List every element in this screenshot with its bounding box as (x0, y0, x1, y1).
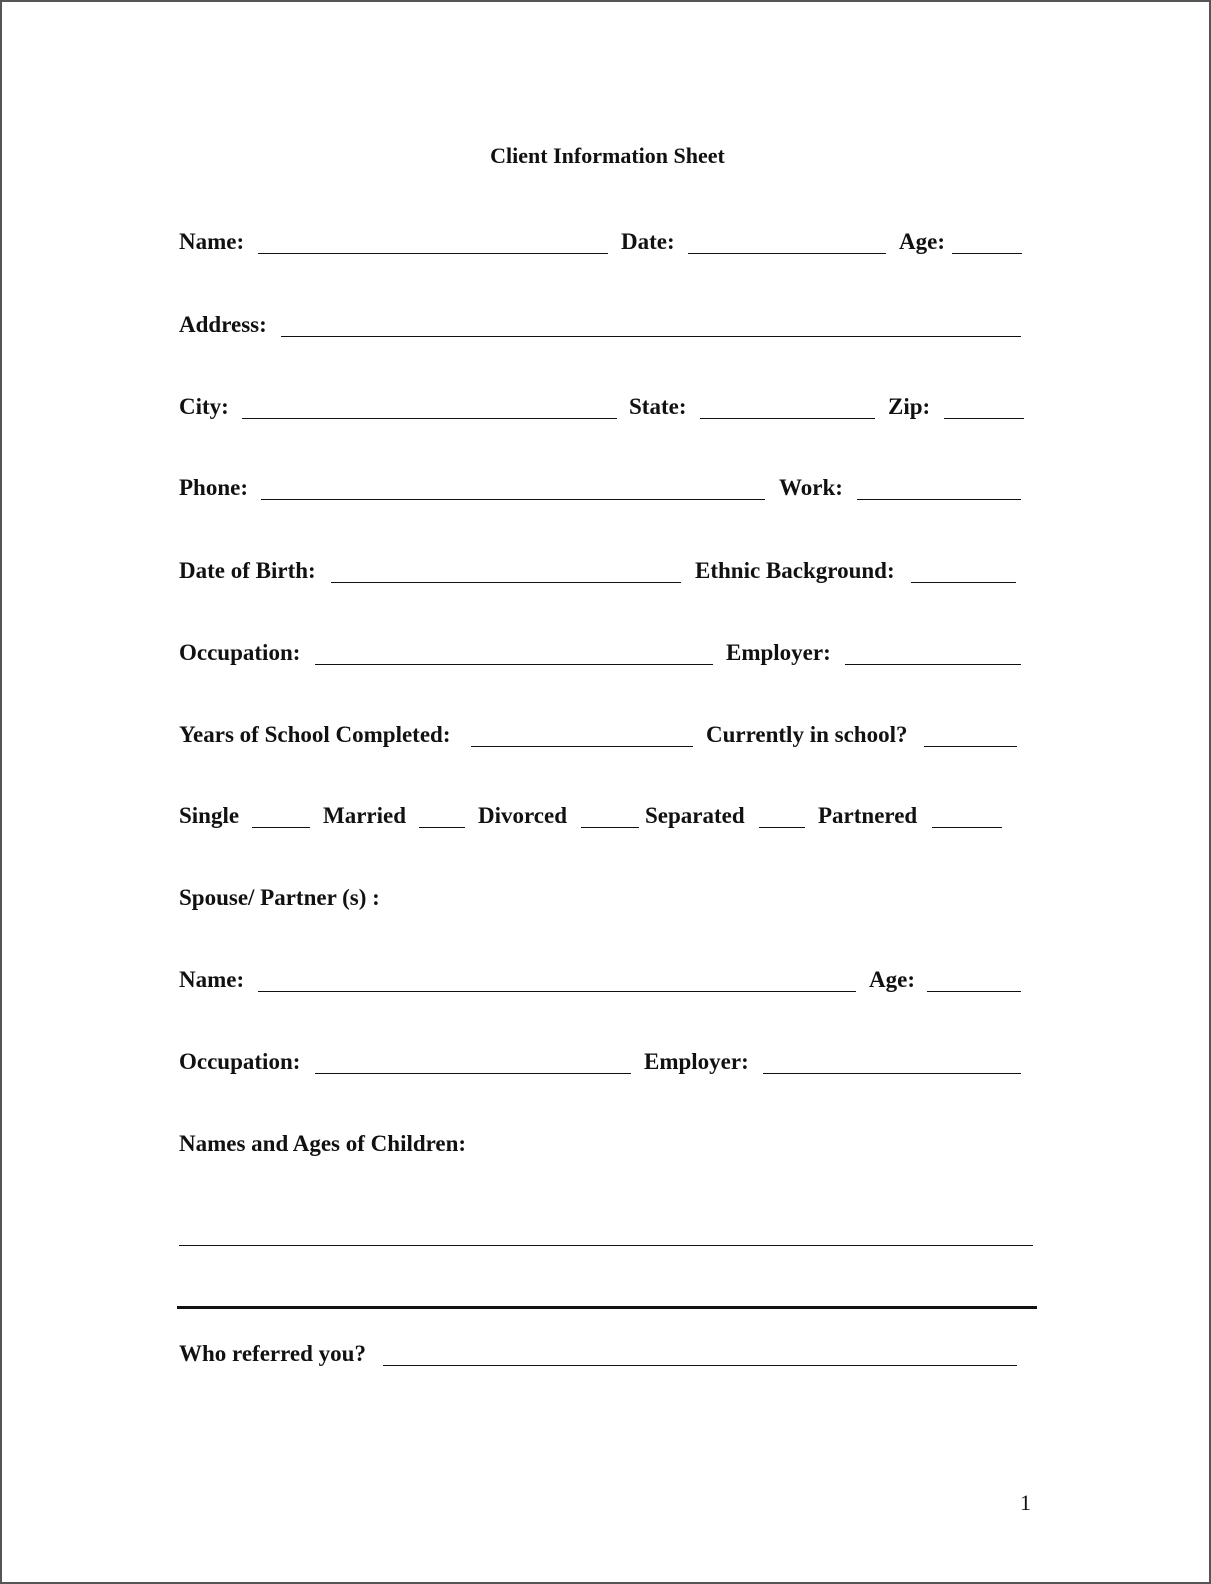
spouse-occupation-field[interactable] (315, 1073, 631, 1074)
spouse-employer-label: Employer: (644, 1049, 749, 1074)
occupation-field[interactable] (315, 664, 713, 665)
row-occupation-employer (179, 640, 1033, 670)
work-field[interactable] (857, 499, 1021, 500)
single-label: Single (179, 803, 240, 828)
city-label: City: (179, 394, 229, 419)
row-marital-status (179, 803, 1033, 833)
referral-label: Who referred you? (179, 1341, 366, 1366)
divorced-field[interactable] (581, 827, 639, 828)
spouse-occupation-label: Occupation: (179, 1049, 301, 1074)
divorced-label: Divorced (478, 803, 568, 828)
school-years-field[interactable] (471, 746, 693, 747)
state-label: State: (629, 394, 687, 419)
address-field[interactable] (281, 336, 1021, 337)
row-phone-work (179, 475, 1033, 505)
partnered-field[interactable] (932, 827, 1002, 828)
referral-field[interactable] (383, 1365, 1017, 1366)
row-dob-ethnic (179, 558, 1033, 588)
employer-field[interactable] (845, 664, 1021, 665)
phone-field[interactable] (261, 499, 765, 500)
spouse-employer-field[interactable] (763, 1073, 1021, 1074)
name-field[interactable] (258, 253, 608, 254)
row-address (179, 312, 1033, 342)
row-spouse-occupation-employer (179, 1049, 1033, 1079)
row-name-date-age (179, 229, 1033, 259)
row-city-state-zip (179, 394, 1033, 424)
spouse-partner-heading: Spouse/ Partner (s) : (179, 885, 380, 910)
currently-in-school-field[interactable] (924, 746, 1017, 747)
ethnic-background-label: Ethnic Background: (695, 558, 895, 583)
section-divider (177, 1306, 1037, 1309)
state-field[interactable] (700, 418, 875, 419)
page-number: 1 (1020, 1490, 1031, 1515)
partnered-label: Partnered (818, 803, 918, 828)
city-field[interactable] (242, 418, 617, 419)
children-field[interactable] (179, 1245, 1033, 1246)
spouse-age-label: Age: (869, 967, 915, 992)
zip-field[interactable] (944, 418, 1024, 419)
date-label: Date: (621, 229, 675, 254)
spouse-age-field[interactable] (927, 991, 1021, 992)
row-spouse-heading (179, 885, 1033, 915)
separated-field[interactable] (759, 827, 805, 828)
row-spouse-name-age (179, 967, 1033, 997)
date-field[interactable] (688, 253, 886, 254)
married-field[interactable] (419, 827, 465, 828)
employer-label: Employer: (726, 640, 831, 665)
row-referral (179, 1341, 1033, 1371)
ethnic-background-field[interactable] (911, 582, 1016, 583)
address-label: Address: (179, 312, 267, 337)
age-label: Age: (899, 229, 945, 254)
children-label: Names and Ages of Children: (179, 1131, 467, 1156)
married-label: Married (323, 803, 407, 828)
name-label: Name: (179, 229, 245, 254)
occupation-label: Occupation: (179, 640, 301, 665)
row-children (179, 1131, 1033, 1161)
spouse-name-field[interactable] (258, 991, 856, 992)
single-field[interactable] (252, 827, 310, 828)
row-school (179, 722, 1033, 752)
work-label: Work: (779, 475, 843, 500)
separated-label: Separated (645, 803, 745, 828)
zip-label: Zip: (888, 394, 931, 419)
phone-label: Phone: (179, 475, 248, 500)
dob-field[interactable] (331, 582, 681, 583)
dob-label: Date of Birth: (179, 558, 316, 583)
currently-in-school-label: Currently in school? (706, 722, 908, 747)
school-years-label: Years of School Completed: (179, 722, 451, 747)
page-title: Client Information Sheet (490, 143, 725, 168)
age-field[interactable] (952, 253, 1022, 254)
spouse-name-label: Name: (179, 967, 245, 992)
